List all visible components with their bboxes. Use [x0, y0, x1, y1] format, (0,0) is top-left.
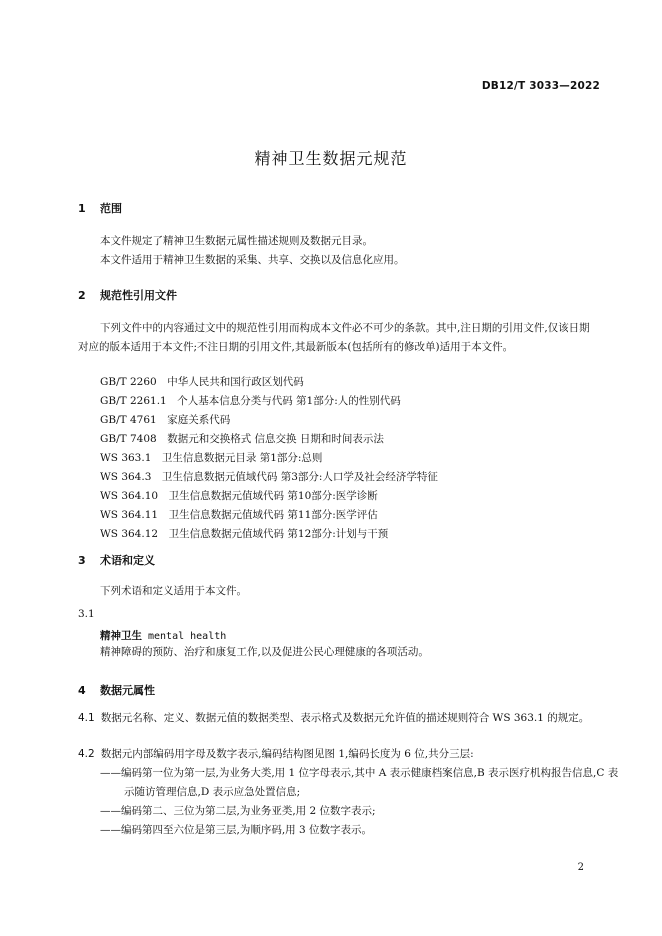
section-number: 4 — [78, 684, 86, 697]
section-heading-4 — [78, 682, 155, 698]
list-item: ——编码第四至六位是第三层,为顺序码,用 3 位数字表示。 — [100, 824, 373, 836]
section-title: 术语和定义 — [100, 554, 155, 567]
reference-item: WS 363.1 卫生信息数据元目录 第1部分:总则 — [100, 452, 323, 464]
reference-item: GB/T 4761 家庭关系代码 — [100, 414, 231, 426]
clause-number: 4.2 — [78, 748, 95, 760]
section-number: 1 — [78, 202, 86, 215]
document-code: DB12/T 3033—2022 — [481, 80, 600, 92]
term-english: mental health — [148, 631, 227, 642]
reference-item: GB/T 2261.1 个人基本信息分类与代码 第1部分:人的性别代码 — [100, 395, 401, 407]
clause-4-1 — [78, 709, 598, 728]
list-item: ——编码第二、三位为第二层,为业务亚类,用 2 位数字表示; — [100, 805, 376, 817]
clause-4-2 — [78, 745, 598, 764]
reference-item: WS 364.11 卫生信息数据元值域代码 第11部分:医学评估 — [100, 509, 378, 521]
section-title: 数据元属性 — [100, 684, 155, 697]
reference-item: WS 364.10 卫生信息数据元值域代码 第10部分:医学诊断 — [100, 490, 378, 502]
section-heading-2 — [78, 287, 177, 303]
clause-text: 数据元内部编码用字母及数字表示,编码结构图见图 1,编码长度为 6 位,共分三层: — [100, 748, 474, 760]
list-item: ——编码第一位为第一层,为业务大类,用 1 位字母表示,其中 A 表示健康档案信息,B 表示医疗机构报告信息,C 表示随访管理信息,D 表示应急处置信息; — [100, 767, 619, 798]
paragraph: 本文件适用于精神卫生数据的采集、共享、交换以及信息化应用。 — [100, 254, 405, 266]
section-title: 规范性引用文件 — [100, 289, 177, 302]
section-heading-1 — [78, 200, 122, 216]
term-chinese: 精神卫生 — [100, 630, 142, 642]
section-heading-3 — [78, 552, 155, 568]
clause-text: 数据元名称、定义、数据元值的数据类型、表示格式及数据元允许值的描述规则符合 WS 363.1 的规定。 — [100, 712, 590, 724]
clause-number: 4.1 — [78, 712, 95, 724]
page-title: 精神卫生数据元规范 — [254, 149, 408, 168]
reference-item: GB/T 2260 中华人民共和国行政区划代码 — [100, 376, 304, 388]
page-number: 2 — [577, 862, 584, 873]
paragraph: 下列术语和定义适用于本文件。 — [100, 585, 247, 597]
paragraph: 本文件规定了精神卫生数据元属性描述规则及数据元目录。 — [100, 235, 373, 247]
section-number: 2 — [78, 289, 86, 302]
term-number: 3.1 — [78, 608, 95, 620]
section-number: 3 — [78, 554, 86, 567]
paragraph: 下列文件中的内容通过文中的规范性引用而构成本文件必不可少的条款。其中,注日期的引用文件,仅该日期对应的版本适用于本文件;不注日期的引用文件,其最新版本(包括所有的修改单)适用于本文件。 — [78, 322, 590, 353]
reference-item: GB/T 7408 数据元和交换格式 信息交换 日期和时间表示法 — [100, 433, 384, 445]
section-title: 范围 — [100, 202, 122, 215]
reference-item: WS 364.3 卫生信息数据元值域代码 第3部分:人口学及社会经济学特征 — [100, 471, 438, 483]
term-entry — [100, 628, 226, 643]
term-definition: 精神障碍的预防、治疗和康复工作,以及促进公民心理健康的各项活动。 — [100, 646, 429, 658]
reference-item: WS 364.12 卫生信息数据元值域代码 第12部分:计划与干预 — [100, 528, 389, 540]
